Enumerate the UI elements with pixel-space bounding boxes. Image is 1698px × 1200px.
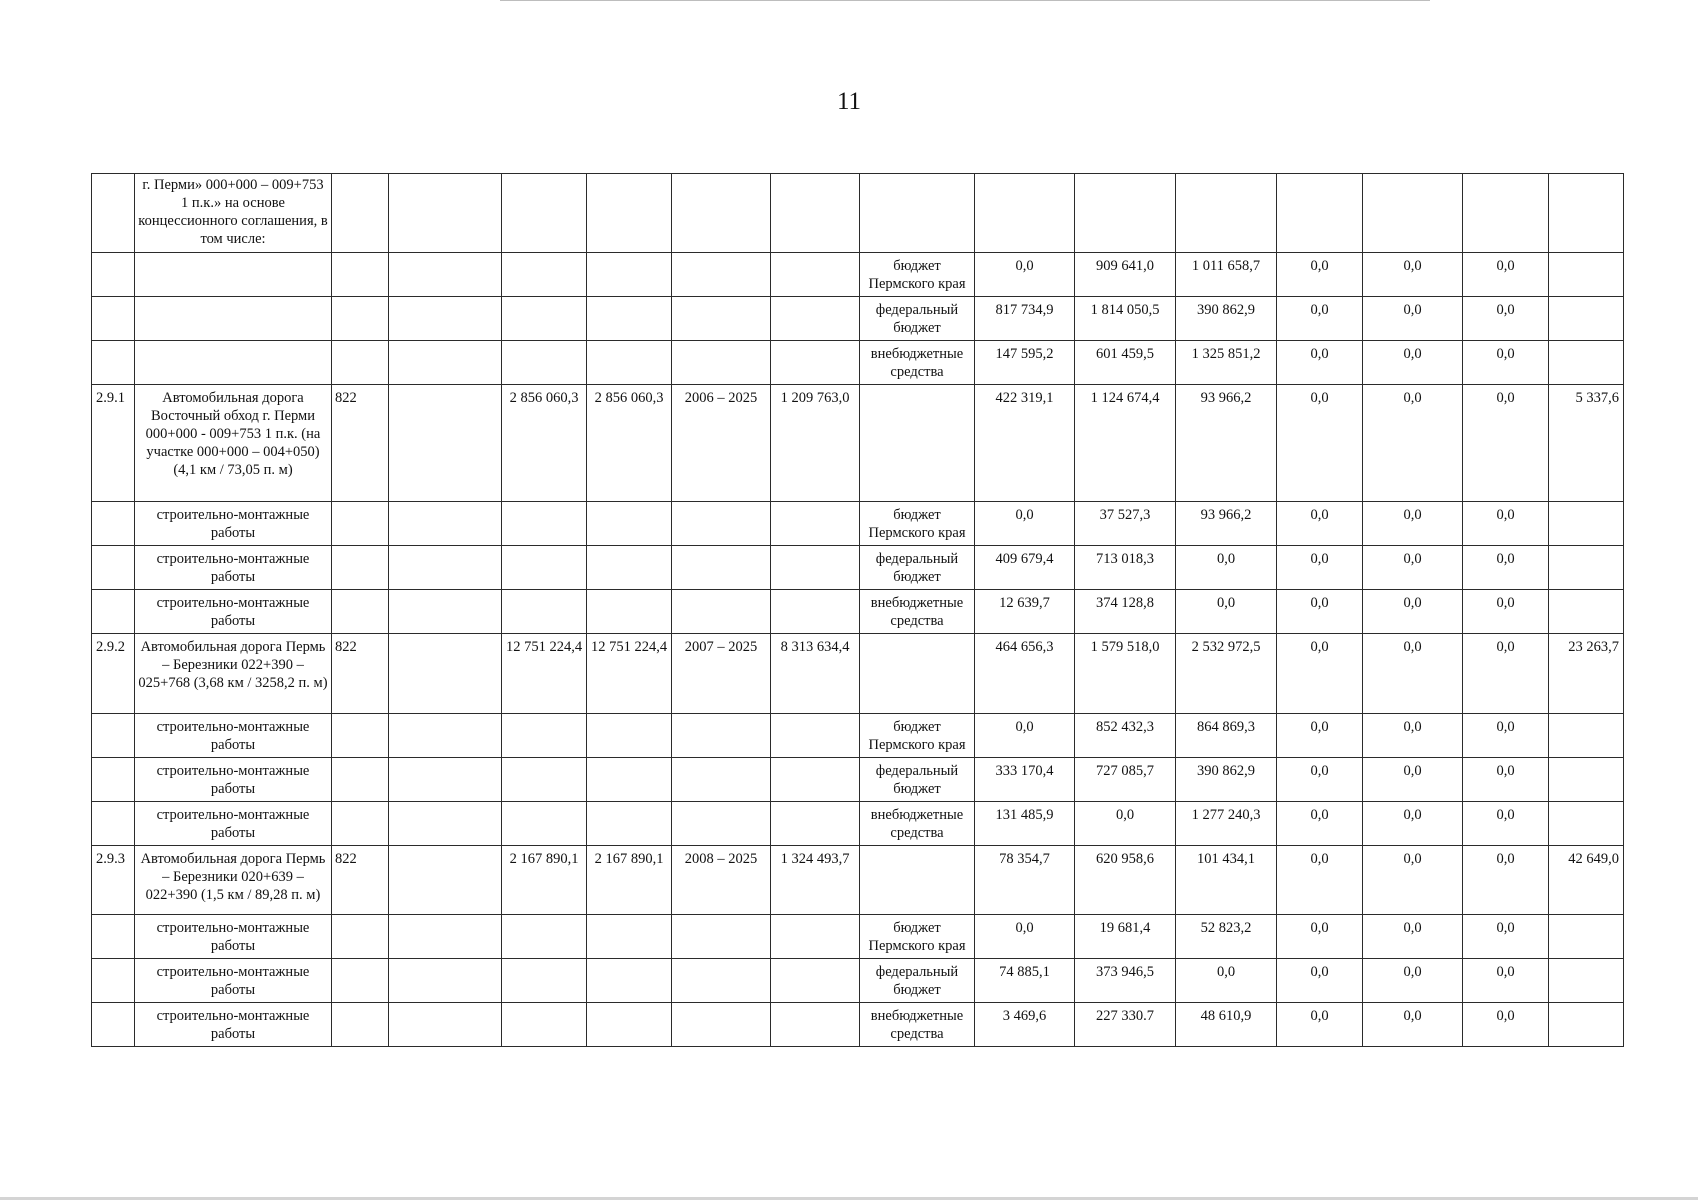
- value-year-2: 227 330.7: [1075, 1003, 1176, 1047]
- work-type: строительно-монтажные работы: [135, 502, 332, 546]
- funding-source: бюджет Пермского края: [860, 253, 975, 297]
- value-year-6: 0,0: [1463, 915, 1549, 959]
- value-year-4: 0,0: [1277, 253, 1363, 297]
- value-year-6: 0,0: [1463, 502, 1549, 546]
- value-year-3: 52 823,2: [1176, 915, 1277, 959]
- work-type: строительно-монтажные работы: [135, 802, 332, 846]
- funded-amount: 1 324 493,7: [771, 846, 860, 915]
- page-number: 11: [836, 88, 862, 115]
- funding-row: [92, 714, 1624, 758]
- value-year-3: 0,0: [1176, 959, 1277, 1003]
- value-year-5: 0,0: [1363, 846, 1463, 915]
- value-year-5: 0,0: [1363, 297, 1463, 341]
- value-total: 42 649,0: [1549, 846, 1624, 915]
- value-year-2: 1 814 050,5: [1075, 297, 1176, 341]
- value-year-4: 0,0: [1277, 802, 1363, 846]
- object-code: 2.9.3: [92, 846, 135, 915]
- value-year-4: 0,0: [1277, 758, 1363, 802]
- value-year-6: 0,0: [1463, 1003, 1549, 1047]
- value-year-6: 0,0: [1463, 802, 1549, 846]
- work-type: строительно-монтажные работы: [135, 546, 332, 590]
- value-year-4: 0,0: [1277, 714, 1363, 758]
- object-code: 2.9.1: [92, 385, 135, 502]
- funding-source: внебюджетные средства: [860, 590, 975, 634]
- construction-period: 2006 – 2025: [672, 385, 771, 502]
- value-year-3: 390 862,9: [1176, 297, 1277, 341]
- value-year-3: 1 277 240,3: [1176, 802, 1277, 846]
- value-year-5: 0,0: [1363, 341, 1463, 385]
- value-year-6: 0,0: [1463, 758, 1549, 802]
- object-row: [92, 846, 1624, 915]
- value-year-5: 0,0: [1363, 634, 1463, 714]
- value-year-3: 0,0: [1176, 546, 1277, 590]
- work-type: строительно-монтажные работы: [135, 915, 332, 959]
- value-year-4: 0,0: [1277, 915, 1363, 959]
- value-year-6: 0,0: [1463, 590, 1549, 634]
- value-year-1: 74 885,1: [975, 959, 1075, 1003]
- funding-source: бюджет Пермского края: [860, 915, 975, 959]
- value-year-4: 0,0: [1277, 634, 1363, 714]
- object-name: Автомобильная дорога Пермь – Березники 022+390 – 025+768 (3,68 км / 3258,2 п. м): [135, 634, 332, 714]
- work-type: строительно-монтажные работы: [135, 758, 332, 802]
- funding-row: [92, 915, 1624, 959]
- value-total: 23 263,7: [1549, 634, 1624, 714]
- value-year-3: 93 966,2: [1176, 502, 1277, 546]
- value-year-6: 0,0: [1463, 385, 1549, 502]
- grbs-code: 822: [332, 385, 389, 502]
- value-year-1: 422 319,1: [975, 385, 1075, 502]
- value-year-5: 0,0: [1363, 915, 1463, 959]
- value-year-3: 1 011 658,7: [1176, 253, 1277, 297]
- value-year-1: 131 485,9: [975, 802, 1075, 846]
- cell-code: [92, 174, 135, 253]
- value-year-6: 0,0: [1463, 253, 1549, 297]
- value-year-2: 37 527,3: [1075, 502, 1176, 546]
- value-year-5: 0,0: [1363, 758, 1463, 802]
- funding-source: внебюджетные средства: [860, 1003, 975, 1047]
- value-total: 5 337,6: [1549, 385, 1624, 502]
- funding-row: [92, 590, 1624, 634]
- funding-source: бюджет Пермского края: [860, 714, 975, 758]
- funding-row: [92, 1003, 1624, 1047]
- value-year-6: 0,0: [1463, 634, 1549, 714]
- value-year-3: 864 869,3: [1176, 714, 1277, 758]
- value-year-1: 78 354,7: [975, 846, 1075, 915]
- funding-source: бюджет Пермского края: [860, 502, 975, 546]
- funding-row: [92, 802, 1624, 846]
- funding-source: федеральный бюджет: [860, 297, 975, 341]
- funding-row: [92, 546, 1624, 590]
- value-year-1: 817 734,9: [975, 297, 1075, 341]
- value-year-5: 0,0: [1363, 502, 1463, 546]
- funding-row: [92, 959, 1624, 1003]
- funding-source: федеральный бюджет: [860, 758, 975, 802]
- value-year-2: 713 018,3: [1075, 546, 1176, 590]
- value-year-2: 620 958,6: [1075, 846, 1176, 915]
- construction-period: 2008 – 2025: [672, 846, 771, 915]
- grbs-code: 822: [332, 846, 389, 915]
- work-type: строительно-монтажные работы: [135, 1003, 332, 1047]
- funding-source: федеральный бюджет: [860, 546, 975, 590]
- value-year-3: 0,0: [1176, 590, 1277, 634]
- value-year-1: 333 170,4: [975, 758, 1075, 802]
- intro-row: [92, 174, 1624, 253]
- budget-table: [91, 173, 1624, 1047]
- funding-row: [92, 253, 1624, 297]
- value-year-1: 0,0: [975, 714, 1075, 758]
- funding-row: [92, 502, 1624, 546]
- object-row: [92, 385, 1624, 502]
- value-year-1: 3 469,6: [975, 1003, 1075, 1047]
- funding-row: [92, 297, 1624, 341]
- object-code: 2.9.2: [92, 634, 135, 714]
- value-year-1: 409 679,4: [975, 546, 1075, 590]
- value-year-1: 147 595,2: [975, 341, 1075, 385]
- value-year-6: 0,0: [1463, 714, 1549, 758]
- work-type: строительно-монтажные работы: [135, 590, 332, 634]
- value-year-4: 0,0: [1277, 846, 1363, 915]
- value-year-5: 0,0: [1363, 959, 1463, 1003]
- value-year-4: 0,0: [1277, 590, 1363, 634]
- estimated-cost: 12 751 224,4: [502, 634, 587, 714]
- value-year-3: 48 610,9: [1176, 1003, 1277, 1047]
- value-year-2: 0,0: [1075, 802, 1176, 846]
- value-year-5: 0,0: [1363, 714, 1463, 758]
- value-year-2: 727 085,7: [1075, 758, 1176, 802]
- value-year-6: 0,0: [1463, 846, 1549, 915]
- value-year-2: 601 459,5: [1075, 341, 1176, 385]
- estimated-cost: 2 167 890,1: [502, 846, 587, 915]
- funded-amount: 1 209 763,0: [771, 385, 860, 502]
- value-year-1: 0,0: [975, 253, 1075, 297]
- work-type: строительно-монтажные работы: [135, 714, 332, 758]
- value-year-1: 12 639,7: [975, 590, 1075, 634]
- value-year-4: 0,0: [1277, 546, 1363, 590]
- value-year-3: 2 532 972,5: [1176, 634, 1277, 714]
- value-year-2: 852 432,3: [1075, 714, 1176, 758]
- value-year-2: 19 681,4: [1075, 915, 1176, 959]
- remaining-cost: 2 167 890,1: [587, 846, 672, 915]
- value-year-1: 464 656,3: [975, 634, 1075, 714]
- value-year-6: 0,0: [1463, 959, 1549, 1003]
- value-year-5: 0,0: [1363, 590, 1463, 634]
- object-name: Автомобильная дорога Восточный обход г. Перми 000+000 - 009+753 1 п.к. (на участке 000+000 – 004+050) (4,1 км / 73,05 п. м): [135, 385, 332, 502]
- funding-row: [92, 758, 1624, 802]
- funding-source: внебюджетные средства: [860, 341, 975, 385]
- funding-source: внебюджетные средства: [860, 802, 975, 846]
- value-year-4: 0,0: [1277, 297, 1363, 341]
- value-year-2: 909 641,0: [1075, 253, 1176, 297]
- value-year-6: 0,0: [1463, 546, 1549, 590]
- scan-edge-line: [500, 0, 1430, 1]
- value-year-2: 373 946,5: [1075, 959, 1176, 1003]
- value-year-5: 0,0: [1363, 253, 1463, 297]
- value-year-3: 93 966,2: [1176, 385, 1277, 502]
- value-year-1: 0,0: [975, 502, 1075, 546]
- work-type: строительно-монтажные работы: [135, 959, 332, 1003]
- funded-amount: 8 313 634,4: [771, 634, 860, 714]
- grbs-code: 822: [332, 634, 389, 714]
- value-year-6: 0,0: [1463, 297, 1549, 341]
- funding-source: федеральный бюджет: [860, 959, 975, 1003]
- value-year-5: 0,0: [1363, 1003, 1463, 1047]
- funding-row: [92, 341, 1624, 385]
- value-year-4: 0,0: [1277, 1003, 1363, 1047]
- value-year-2: 374 128,8: [1075, 590, 1176, 634]
- value-year-6: 0,0: [1463, 341, 1549, 385]
- value-year-2: 1 124 674,4: [1075, 385, 1176, 502]
- value-year-3: 390 862,9: [1176, 758, 1277, 802]
- remaining-cost: 2 856 060,3: [587, 385, 672, 502]
- value-year-4: 0,0: [1277, 385, 1363, 502]
- remaining-cost: 12 751 224,4: [587, 634, 672, 714]
- value-year-2: 1 579 518,0: [1075, 634, 1176, 714]
- value-year-5: 0,0: [1363, 385, 1463, 502]
- value-year-3: 101 434,1: [1176, 846, 1277, 915]
- object-row: [92, 634, 1624, 714]
- value-year-5: 0,0: [1363, 802, 1463, 846]
- value-year-3: 1 325 851,2: [1176, 341, 1277, 385]
- value-year-4: 0,0: [1277, 959, 1363, 1003]
- value-year-4: 0,0: [1277, 341, 1363, 385]
- value-year-1: 0,0: [975, 915, 1075, 959]
- value-year-5: 0,0: [1363, 546, 1463, 590]
- value-year-4: 0,0: [1277, 502, 1363, 546]
- construction-period: 2007 – 2025: [672, 634, 771, 714]
- object-name: г. Перми» 000+000 – 009+753 1 п.к.» на основе концессионного соглашения, в том числе:: [135, 174, 332, 253]
- estimated-cost: 2 856 060,3: [502, 385, 587, 502]
- object-name: Автомобильная дорога Пермь – Березники 020+639 – 022+390 (1,5 км / 89,28 п. м): [135, 846, 332, 915]
